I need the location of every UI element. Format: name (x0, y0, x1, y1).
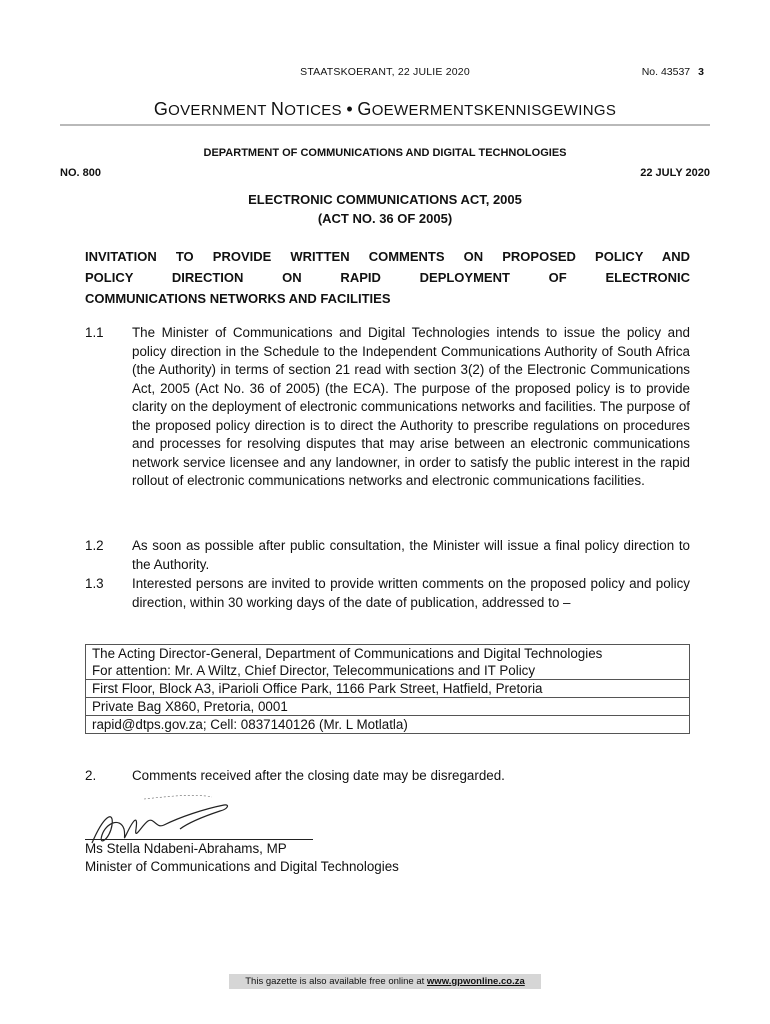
signer-block (85, 840, 399, 876)
gazette-number-label: No. 43537 (641, 66, 691, 78)
address-contact[interactable]: rapid@dtps.gov.za; Cell: 0837140126 (Mr. L Motlatla) (86, 716, 690, 734)
paragraph-number: 1.3 (85, 576, 104, 591)
invitation-line-2: POLICY DIRECTION ON RAPID DEPLOYMENT OF ELECTRONIC (85, 270, 690, 285)
address-row (86, 698, 690, 716)
paragraph-1-1 (85, 324, 690, 491)
title-divider (60, 124, 710, 126)
invitation-heading (85, 246, 690, 309)
notices-title (0, 99, 770, 120)
address-line-2: For attention: Mr. A Wiltz, Chief Director, Telecommunications and IT Policy (92, 663, 536, 678)
page-number: 3 (698, 66, 704, 78)
gazette-number (642, 66, 704, 78)
department-heading: DEPARTMENT OF COMMUNICATIONS AND DIGITAL TECHNOLOGIES (203, 147, 567, 159)
paragraph-number: 2. (85, 768, 97, 783)
title-initial-1: G (153, 99, 169, 119)
address-street: First Floor, Block A3, iParioli Office Park, 1166 Park Street, Hatfield, Pretoria (86, 680, 690, 698)
paragraph-number: 1.2 (85, 538, 104, 553)
title-initial-3: G (357, 99, 372, 119)
address-postal: Private Bag X860, Pretoria, 0001 (86, 698, 690, 716)
paragraph-text: Comments received after the closing date may be disregarded. (132, 768, 505, 783)
paragraph-text: The Minister of Communications and Digital Technologies intends to issue the policy and policy direction in the Schedule to the Independent Communications Authority of South Africa (the Authority) in terms of section 21 read with section 3(2) of the Electronic Communications Act, 2005 (Act No. 36 of 2005) (the ECA). The purpose of the proposed policy is to provide clarity on the deployment of electronic communications networks and facilities. The purpose of the proposed policy direction is to direct the Authority to prescribe regulations on procedures and processes for resolving disputes that may arise between an electronic communications network service licensee and any landowner, in order to satisfy the public interest in the rapid rollout of electronic communications networks and electronic communications facilities. (132, 325, 690, 488)
invitation-line-3: COMMUNICATIONS NETWORKS AND FACILITIES (85, 291, 391, 306)
footer-banner (229, 974, 541, 989)
act-title-line-1: ELECTRONIC COMMUNICATIONS ACT, 2005 (248, 192, 522, 207)
paragraph-1-2 (85, 537, 690, 574)
title-word-2: OTICES (284, 102, 342, 119)
notice-number: NO. 800 (60, 167, 101, 179)
address-row (86, 716, 690, 734)
address-table (85, 644, 690, 734)
address-row (86, 645, 690, 680)
paragraph-number: 1.1 (85, 325, 104, 340)
paragraph-text: Interested persons are invited to provide written comments on the proposed policy and policy direction, within 30 working days of the date of publication, addressed to – (132, 576, 690, 610)
act-title (0, 190, 770, 228)
title-bullet: • (346, 99, 353, 119)
gazette-header: STAATSKOERANT, 22 JULIE 2020 (300, 66, 470, 78)
title-word-3: OEWERMENTSKENNISGEWINGS (371, 102, 617, 119)
signer-title: Minister of Communications and Digital Technologies (85, 859, 399, 874)
title-initial-2: N (270, 99, 285, 119)
notice-date: 22 JULY 2020 (640, 167, 710, 179)
footer-link[interactable]: www.gpwonline.co.za (426, 976, 525, 987)
address-row (86, 680, 690, 698)
address-recipient (86, 645, 690, 680)
paragraph-1-3 (85, 575, 690, 612)
footer-text: This gazette is also available free online at (245, 976, 425, 987)
paragraph-2 (85, 767, 690, 786)
paragraph-text: As soon as possible after public consultation, the Minister will issue a final policy direction to the Authority. (132, 538, 690, 572)
signer-name: Ms Stella Ndabeni-Abrahams, MP (85, 841, 287, 856)
act-title-line-2: (ACT NO. 36 OF 2005) (317, 211, 453, 226)
title-word-1: OVERNMENT (168, 102, 267, 119)
address-line-1: The Acting Director-General, Department of Communications and Digital Technologies (92, 646, 603, 661)
invitation-line-1: INVITATION TO PROVIDE WRITTEN COMMENTS ON PROPOSED POLICY AND (85, 249, 690, 264)
